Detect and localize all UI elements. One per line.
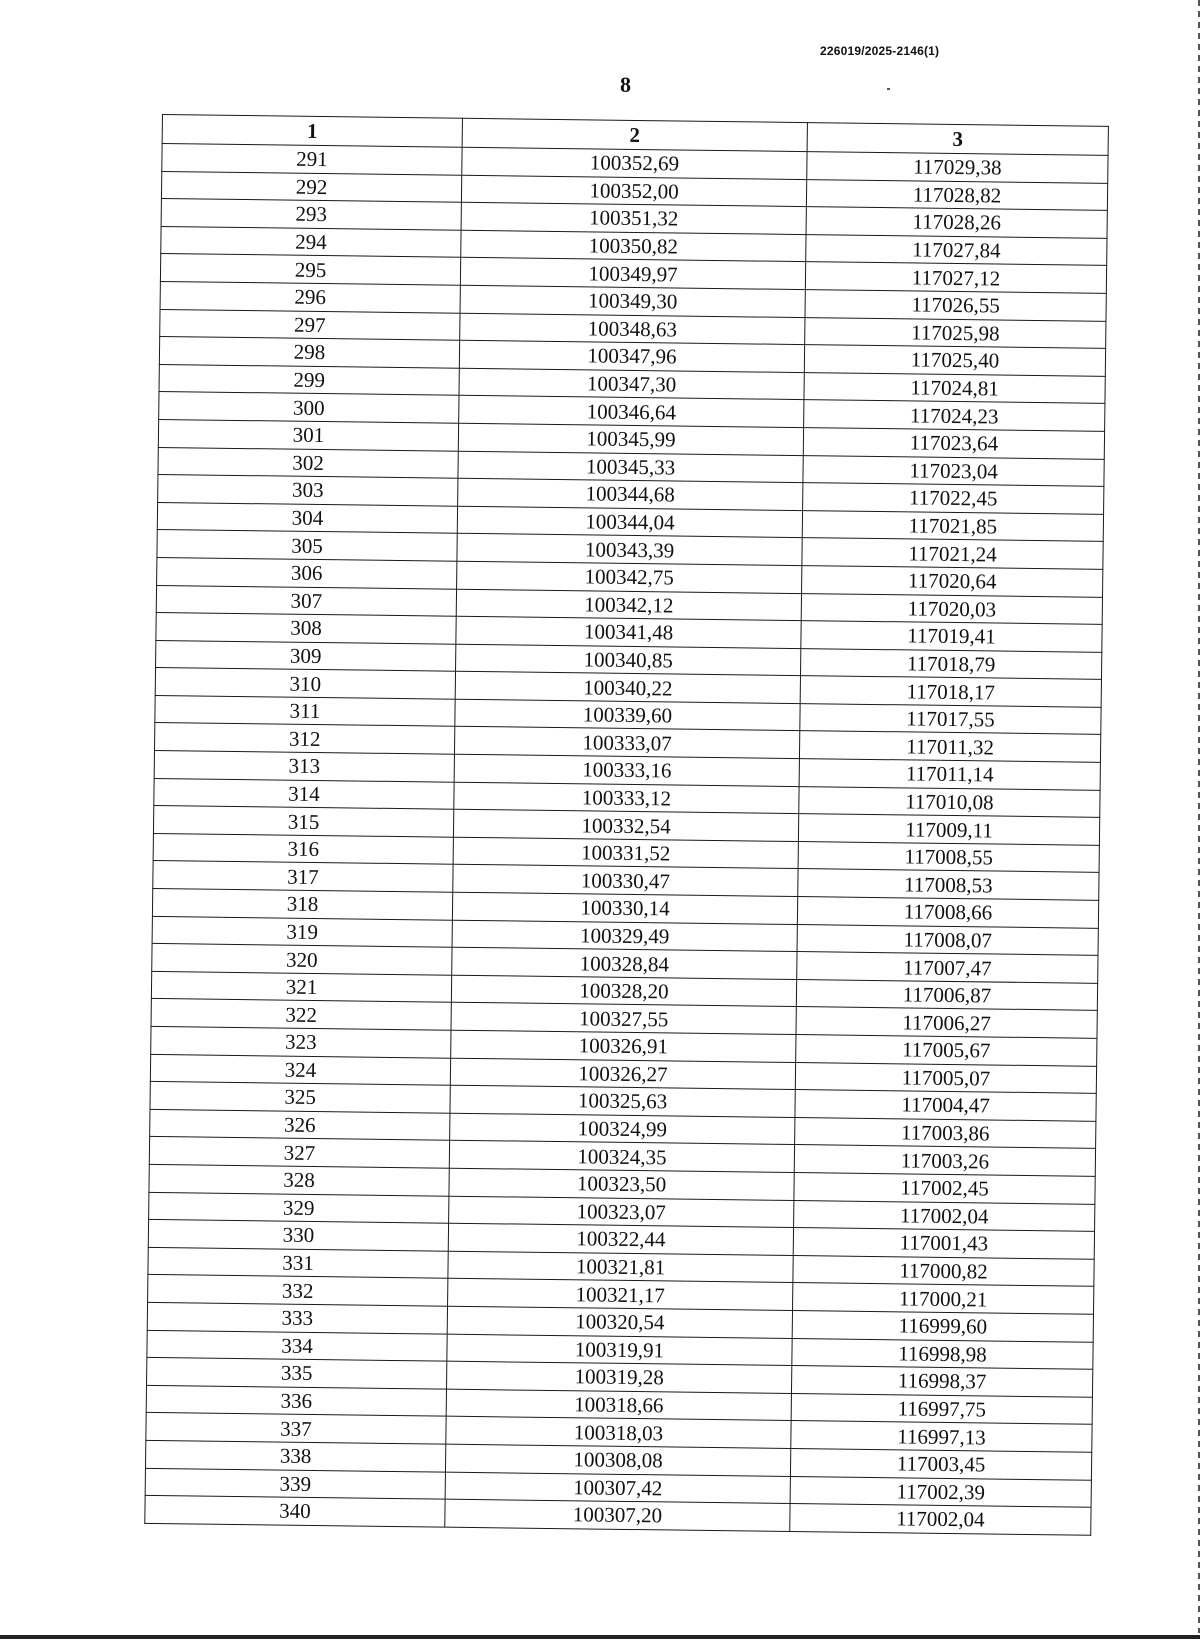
point-number-cell: 334 (147, 1330, 447, 1361)
coordinate-y-cell: 117025,98 (805, 317, 1106, 348)
coordinate-x-cell: 100350,82 (461, 230, 806, 262)
coordinate-y-cell: 117020,64 (802, 565, 1103, 596)
coordinate-x-cell: 100325,63 (450, 1085, 795, 1117)
point-number-cell: 294 (161, 226, 461, 257)
coordinate-y-cell: 116998,98 (792, 1338, 1093, 1369)
coordinate-x-cell: 100307,20 (445, 1499, 790, 1531)
coordinate-y-cell: 117006,27 (796, 1007, 1097, 1038)
coordinate-y-cell: 117008,07 (797, 924, 1098, 955)
coordinate-y-cell: 117021,85 (802, 510, 1103, 541)
column-header-3: 3 (807, 123, 1108, 156)
coordinate-x-cell: 100340,22 (455, 672, 800, 704)
coordinate-x-cell: 100308,08 (445, 1444, 790, 1476)
point-number-cell: 313 (154, 751, 454, 782)
point-number-cell: 302 (158, 447, 458, 478)
point-number-cell: 312 (155, 723, 455, 754)
point-number-cell: 325 (150, 1082, 450, 1113)
coordinate-x-cell: 100320,54 (447, 1306, 792, 1338)
coordinate-y-cell: 117025,40 (804, 345, 1105, 376)
point-number-cell: 328 (149, 1164, 449, 1195)
point-number-cell: 311 (155, 695, 455, 726)
point-number-cell: 333 (147, 1302, 447, 1333)
column-header-2: 2 (462, 118, 807, 151)
point-number-cell: 322 (151, 999, 451, 1030)
coordinate-x-cell: 100347,96 (459, 340, 804, 372)
coordinate-y-cell: 117001,43 (793, 1228, 1094, 1259)
coordinate-y-cell: 117019,41 (801, 621, 1102, 652)
coordinate-y-cell: 117003,86 (795, 1117, 1096, 1148)
coordinate-y-cell: 117023,64 (803, 428, 1104, 459)
coordinate-x-cell: 100328,20 (451, 975, 796, 1007)
coordinate-y-cell: 116999,60 (792, 1310, 1093, 1341)
point-number-cell: 324 (150, 1054, 450, 1085)
point-number-cell: 296 (160, 281, 460, 312)
coordinate-y-cell: 117000,21 (793, 1283, 1094, 1314)
coordinate-x-cell: 100323,50 (449, 1168, 794, 1200)
coordinate-y-cell: 117002,04 (790, 1504, 1091, 1535)
point-number-cell: 315 (153, 806, 453, 837)
coordinate-x-cell: 100319,91 (447, 1334, 792, 1366)
coordinate-x-cell: 100333,16 (454, 754, 799, 786)
coordinate-y-cell: 116997,13 (791, 1421, 1092, 1452)
point-number-cell: 293 (161, 199, 461, 230)
coordinate-x-cell: 100349,97 (460, 258, 805, 290)
coordinate-y-cell: 117021,24 (802, 538, 1103, 569)
coordinate-x-cell: 100342,12 (456, 589, 801, 621)
coordinate-y-cell: 117002,39 (790, 1476, 1091, 1507)
coordinate-y-cell: 117027,12 (805, 262, 1106, 293)
coordinate-y-cell: 117008,66 (797, 897, 1098, 928)
coordinate-x-cell: 100348,63 (460, 313, 805, 345)
point-number-cell: 301 (158, 419, 458, 450)
coordinate-y-cell: 117018,17 (800, 676, 1101, 707)
point-number-cell: 336 (146, 1385, 446, 1416)
coordinate-y-cell: 117006,87 (796, 979, 1097, 1010)
coordinate-y-cell: 117011,32 (799, 731, 1100, 762)
coordinate-y-cell: 117022,45 (803, 483, 1104, 514)
point-number-cell: 291 (162, 144, 462, 175)
point-number-cell: 318 (152, 888, 452, 919)
coordinate-x-cell: 100318,03 (446, 1416, 791, 1448)
coordinate-x-cell: 100352,69 (462, 147, 807, 179)
coordinate-y-cell: 116998,37 (791, 1366, 1092, 1397)
coordinate-x-cell: 100340,85 (456, 644, 801, 676)
coordinate-x-cell: 100322,44 (448, 1223, 793, 1255)
point-number-cell: 326 (150, 1109, 450, 1140)
coordinate-x-cell: 100344,04 (457, 506, 802, 538)
coordinate-y-cell: 117018,79 (800, 648, 1101, 679)
point-number-cell: 337 (146, 1413, 446, 1444)
coordinate-x-cell: 100321,17 (448, 1279, 793, 1311)
coordinate-x-cell: 100339,60 (455, 699, 800, 731)
coordinate-x-cell: 100323,07 (449, 1196, 794, 1228)
point-number-cell: 335 (147, 1358, 447, 1389)
coordinate-x-cell: 100352,00 (461, 175, 806, 207)
point-number-cell: 305 (157, 530, 457, 561)
coordinate-x-cell: 100333,07 (454, 727, 799, 759)
coordinate-x-cell: 100333,12 (454, 782, 799, 814)
point-number-cell: 339 (145, 1468, 445, 1499)
coordinate-x-cell: 100328,84 (452, 947, 797, 979)
coordinate-x-cell: 100324,99 (450, 1113, 795, 1145)
point-number-cell: 332 (148, 1275, 448, 1306)
point-number-cell: 298 (159, 337, 459, 368)
coordinates-table-wrapper (144, 114, 1120, 1536)
coordinate-y-cell: 117000,82 (793, 1255, 1094, 1286)
coordinate-x-cell: 100329,49 (452, 920, 797, 952)
coordinate-x-cell: 100321,81 (448, 1251, 793, 1283)
point-number-cell: 321 (151, 971, 451, 1002)
point-number-cell: 331 (148, 1247, 448, 1278)
coordinate-y-cell: 117011,14 (799, 759, 1100, 790)
point-number-cell: 308 (156, 613, 456, 644)
coordinate-y-cell: 117024,23 (804, 400, 1105, 431)
point-number-cell: 292 (161, 171, 461, 202)
point-number-cell: 297 (160, 309, 460, 340)
coordinate-y-cell: 117024,81 (804, 372, 1105, 403)
coordinate-y-cell: 117008,53 (798, 869, 1099, 900)
point-number-cell: 307 (156, 585, 456, 616)
coordinate-y-cell: 116997,75 (791, 1393, 1092, 1424)
point-number-cell: 316 (153, 833, 453, 864)
point-number-cell: 295 (160, 254, 460, 285)
point-number-cell: 340 (145, 1495, 445, 1526)
coordinate-y-cell: 117020,03 (801, 593, 1102, 624)
point-number-cell: 330 (148, 1220, 448, 1251)
table-body (145, 144, 1108, 1535)
coordinate-x-cell: 100318,66 (446, 1389, 791, 1421)
coordinate-y-cell: 117005,67 (796, 1035, 1097, 1066)
coordinate-x-cell: 100341,48 (456, 616, 801, 648)
coordinate-x-cell: 100326,27 (450, 1058, 795, 1090)
coordinate-x-cell: 100307,42 (445, 1472, 790, 1504)
coordinate-y-cell: 117017,55 (800, 703, 1101, 734)
coordinates-table (144, 114, 1109, 1535)
column-header-1: 1 (162, 115, 462, 148)
point-number-cell: 338 (145, 1440, 445, 1471)
page-number: 8 (620, 72, 631, 97)
coordinate-y-cell: 117008,55 (798, 841, 1099, 872)
coordinate-x-cell: 100330,14 (452, 892, 797, 924)
coordinate-x-cell: 100349,30 (460, 285, 805, 317)
coordinate-x-cell: 100319,28 (447, 1361, 792, 1393)
coordinate-y-cell: 117023,04 (803, 455, 1104, 486)
coordinate-x-cell: 100342,75 (457, 561, 802, 593)
point-number-cell: 309 (156, 640, 456, 671)
coordinate-y-cell: 117004,47 (795, 1090, 1096, 1121)
coordinate-y-cell: 117007,47 (797, 952, 1098, 983)
coordinate-x-cell: 100351,32 (461, 202, 806, 234)
coordinate-y-cell: 117009,11 (798, 814, 1099, 845)
point-number-cell: 304 (157, 502, 457, 533)
coordinate-x-cell: 100345,99 (458, 423, 803, 455)
point-number-cell: 306 (157, 557, 457, 588)
coordinate-x-cell: 100327,55 (451, 1003, 796, 1035)
point-number-cell: 299 (159, 364, 459, 395)
point-number-cell: 300 (159, 392, 459, 423)
point-number-cell: 317 (153, 861, 453, 892)
coordinate-x-cell: 100345,33 (458, 451, 803, 483)
coordinate-y-cell: 117028,82 (806, 179, 1107, 210)
coordinate-y-cell: 117003,45 (790, 1448, 1091, 1479)
coordinate-x-cell: 100330,47 (453, 865, 798, 897)
coordinate-x-cell: 100324,35 (449, 1141, 794, 1173)
coordinate-y-cell: 117005,07 (795, 1062, 1096, 1093)
point-number-cell: 323 (151, 1026, 451, 1057)
point-number-cell: 320 (152, 944, 452, 975)
bottom-rule (0, 1633, 1200, 1641)
document-number: 226019/2025-2146(1) (820, 44, 940, 58)
coordinate-y-cell: 117028,26 (806, 207, 1107, 238)
coordinate-x-cell: 100343,39 (457, 534, 802, 566)
coordinate-y-cell: 117002,04 (794, 1200, 1095, 1231)
coordinate-x-cell: 100344,68 (458, 478, 803, 510)
coordinate-y-cell: 117002,45 (794, 1172, 1095, 1203)
coordinate-y-cell: 117029,38 (807, 152, 1108, 183)
point-number-cell: 329 (149, 1192, 449, 1223)
point-number-cell: 310 (155, 668, 455, 699)
coordinate-y-cell: 117010,08 (799, 786, 1100, 817)
point-number-cell: 319 (152, 916, 452, 947)
coordinate-x-cell: 100332,54 (453, 809, 798, 841)
coordinate-y-cell: 117026,55 (805, 290, 1106, 321)
scan-speck (887, 88, 890, 90)
coordinate-y-cell: 117003,26 (794, 1145, 1095, 1176)
coordinate-x-cell: 100331,52 (453, 837, 798, 869)
coordinate-x-cell: 100346,64 (459, 396, 804, 428)
coordinate-x-cell: 100347,30 (459, 368, 804, 400)
coordinate-x-cell: 100326,91 (451, 1030, 796, 1062)
point-number-cell: 303 (158, 475, 458, 506)
point-number-cell: 314 (154, 778, 454, 809)
point-number-cell: 327 (149, 1137, 449, 1168)
coordinate-y-cell: 117027,84 (806, 234, 1107, 265)
